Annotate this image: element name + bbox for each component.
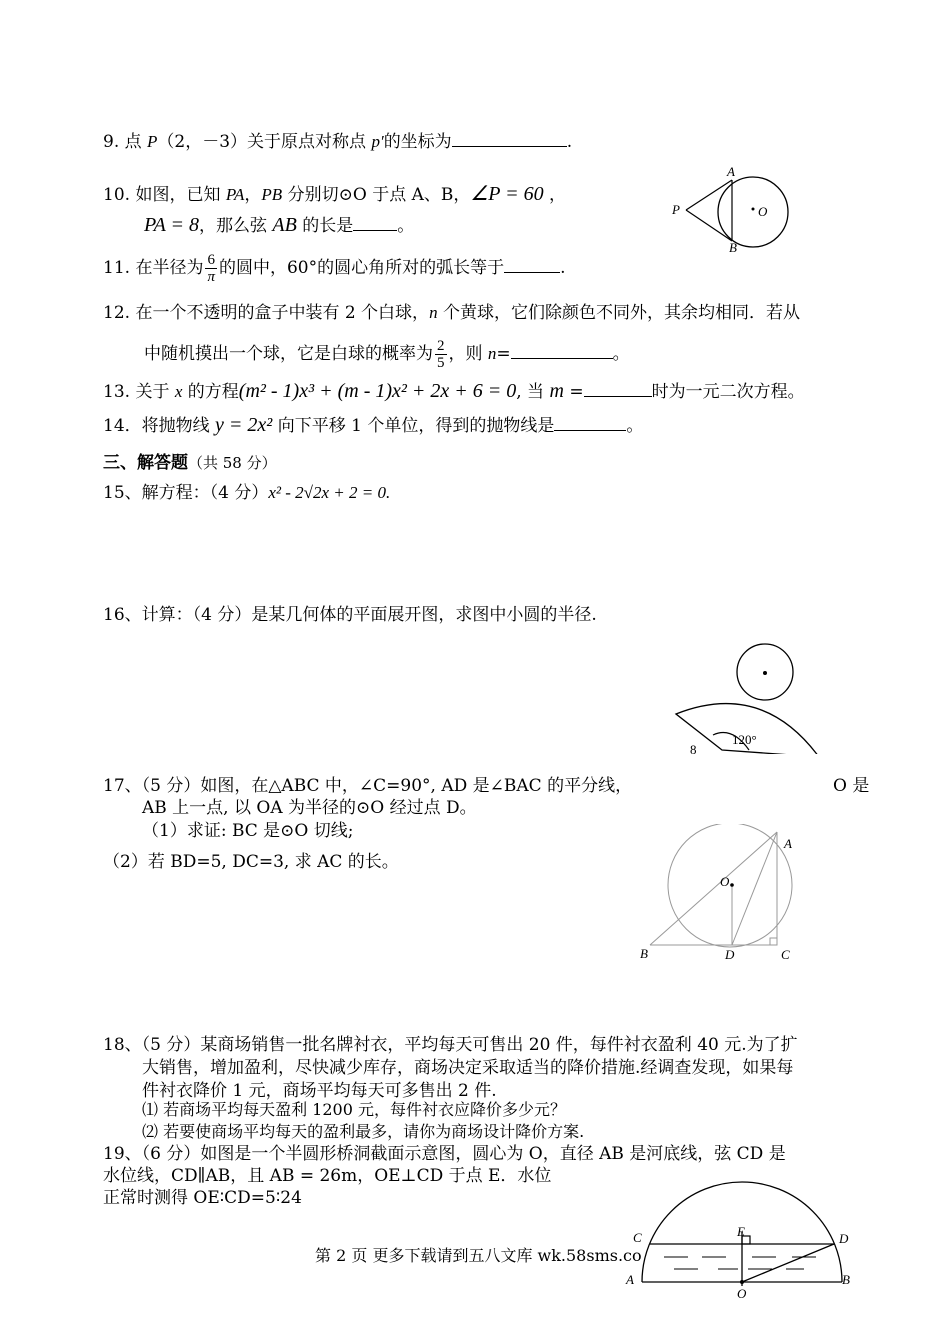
fraction: $\frac{6}{\pi}$: [207, 252, 215, 285]
question-17-line-3: （1）求证: BC 是⊙O 切线;: [142, 821, 354, 841]
label-c: C: [633, 1230, 642, 1245]
question-18-line-2: 大销售，增加盈利，尽快减少库存，商场决定采取适当的降价措施.经调查发现，如果每: [142, 1058, 794, 1078]
label-b: B: [729, 240, 737, 255]
question-9: 9. 点 P（2，－3）关于原点对称点 p′的坐标为 .: [103, 132, 573, 152]
label-b: B: [640, 946, 648, 961]
question-17-line-4: （2）若 BD=5, DC=3, 求 AC 的长。: [103, 852, 399, 872]
label-p: P: [672, 202, 680, 217]
label-a: A: [784, 836, 792, 851]
question-18-line-5: ⑵ 若要使商场平均每天的盈利最多，请你为商场设计降价方案.: [142, 1122, 585, 1141]
page-footer: 第 2 页 更多下载请到五八文库 wk.58sms.co: [315, 1246, 642, 1265]
label-o: O: [737, 1286, 747, 1301]
center-point: [752, 208, 755, 211]
question-17-line-2: AB 上一点, 以 OA 为半径的⊙O 经过点 D。: [142, 798, 477, 818]
question-16: 16、计算：（4 分）是某几何体的平面展开图，求图中小圆的半径.: [103, 605, 597, 625]
figure-triangle-circle: [630, 824, 800, 964]
center-point: [740, 1280, 744, 1284]
question-19-line-1: 19、（6 分）如图是一个半圆形桥洞截面示意图，圆心为 O，直径 AB 是河底线，弦 CD 是: [103, 1144, 786, 1164]
figure-net: [672, 636, 832, 754]
question-11: 11. 在半径为 $\frac{6}{\pi}$ 的圆中，60°的圆心角所对的弧长等于 .: [103, 252, 566, 285]
question-12-line-1: 12. 在一个不透明的盒子中装有 2 个白球，n 个黄球，它们除颜色不同外，其余均相同．若从: [103, 303, 800, 323]
radius-od: [742, 1244, 834, 1282]
water-lines: [664, 1257, 816, 1269]
question-19-line-3: 正常时测得 OE∶CD=5∶24: [103, 1188, 302, 1208]
label-a: A: [626, 1272, 634, 1287]
center-point: [730, 883, 734, 887]
answer-blank[interactable]: [584, 380, 652, 397]
answer-blank[interactable]: [452, 130, 567, 147]
question-10-line-2: PA = 8，那么弦 AB 的长是 。: [144, 214, 415, 236]
label-b: B: [842, 1272, 850, 1287]
figure-tangent-circle: [668, 165, 798, 257]
question-14: 14．将抛物线 y = 2x² 向下平移 1 个单位，得到的抛物线是 。: [103, 414, 644, 436]
answer-blank[interactable]: [504, 256, 560, 273]
label-e: E: [737, 1224, 745, 1239]
section-title: 三、解答题（共 58 分）: [103, 453, 277, 473]
answer-blank[interactable]: [554, 414, 626, 431]
side-ab: [650, 832, 777, 945]
tangent-pa: [686, 180, 732, 210]
question-18-line-4: ⑴ 若商场平均每天盈利 1200 元，每件衬衣应降价多少元？: [142, 1100, 566, 1119]
question-17-line-1b: O 是: [833, 776, 870, 796]
angle-label: 120°: [732, 732, 757, 747]
figure-semicircle-bridge: [622, 1174, 862, 1304]
label-d: D: [839, 1231, 849, 1246]
circle-o: [668, 824, 792, 947]
question-19-line-2: 水位线，CD∥AB，且 AB = 26m，OE⊥CD 于点 E．水位: [103, 1166, 552, 1186]
answer-blank[interactable]: [353, 214, 397, 231]
question-18-line-1: 18、（5 分）某商场销售一批名牌衬衣，平均每天可售出 20 件，每件衬衣盈利 40 元.为了扩: [103, 1035, 798, 1055]
circle-o: [718, 177, 788, 247]
label-d: D: [725, 947, 735, 962]
tangent-pb: [686, 210, 732, 241]
question-10-line-1: 10. 如图，已知 PA，PB 分别切⊙O 于点 A、B，∠P = 60 ，: [103, 183, 567, 205]
question-17-line-1: 17、（5 分）如图，在△ABC 中，∠C=90°, AD 是∠BAC 的平分线，: [103, 776, 633, 796]
fraction: $\frac{2}{5}$: [437, 338, 445, 371]
bisector-ad: [732, 832, 777, 945]
right-angle-mark: [770, 938, 777, 945]
question-12-line-2: 中随机摸出一个球，它是白球的概率为 $\frac{2}{5}$ ，则 n= 。: [144, 338, 630, 371]
length-label: 8: [690, 742, 697, 754]
question-13: 13. 关于 x 的方程(m² - 1)x³ + (m - 1)x² + 2x + 6 = 0, 当 m = 时为一元二次方程。: [103, 380, 805, 402]
question-15: 15、解方程：（4 分）x² - 2√2x + 2 = 0.: [103, 483, 391, 503]
label-o: O: [758, 204, 768, 219]
answer-blank[interactable]: [511, 342, 613, 359]
label-o: O: [720, 874, 730, 889]
small-circle-center: [763, 671, 767, 675]
question-18-line-3: 件衬衣降价 1 元，商场平均每天可多售出 2 件.: [142, 1081, 497, 1101]
label-a: A: [727, 165, 735, 179]
label-c: C: [781, 947, 790, 962]
